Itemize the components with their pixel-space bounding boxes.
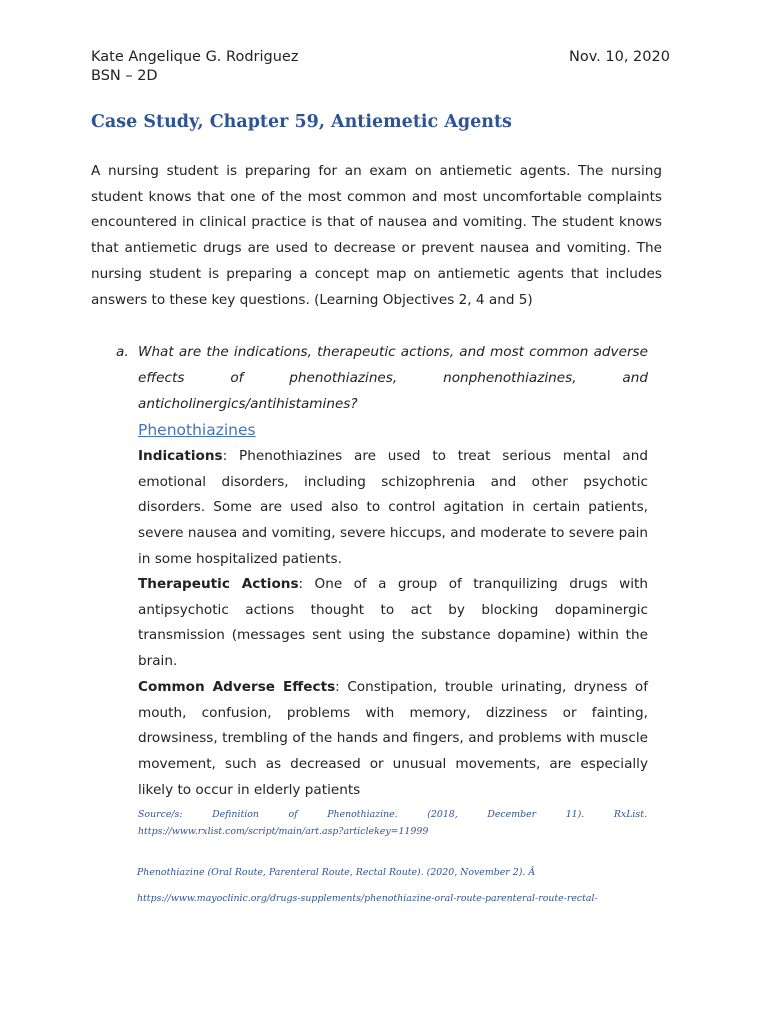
author-name: Kate Angelique G. Rodriguez bbox=[91, 49, 299, 65]
question-marker: a. bbox=[116, 344, 129, 360]
question-text: What are the indications, therapeutic actions, and most common adverse effects of phenothiazines, nonphenothiazines, and anticholinergics/antihistamines? bbox=[138, 344, 648, 412]
therapeutic-actions-text: : One of a group of tranquilizing drugs with antipsychotic actions thought to act by blocking dopaminergic transmission (messages sent using the substance dopamine) within the brain. bbox=[138, 576, 648, 670]
course-section: BSN – 2D bbox=[91, 68, 158, 84]
adverse-effects-label: Common Adverse Effects bbox=[138, 679, 336, 695]
adverse-effects-text: : Constipation, trouble urinating, dryness of mouth, confusion, problems with memory, dizziness or fainting, drowsiness, trembling of the hands and fingers, and problems with muscle movement, such as decreased or unusual movements, are especially likely to occur in elderly patients bbox=[138, 679, 648, 798]
source-url-link[interactable]: https://www.mayoclinic.org/drugs-supplements/phenothiazine-oral-route-parenteral-route-rectal- bbox=[137, 893, 598, 904]
phenothiazines-heading: Phenothiazines bbox=[138, 421, 256, 439]
source-citation-2: Phenothiazine (Oral Route, Parenteral Route, Rectal Route). (2020, November 2). Â bbox=[137, 867, 536, 878]
source-citation-1: Source/s: Definition of Phenothiazine. (2018, December 11). RxList. https://www.rxlist.com/script/main/art.asp?articlekey=11999 bbox=[138, 809, 647, 837]
document-title: Case Study, Chapter 59, Antiemetic Agents bbox=[91, 112, 512, 132]
intro-paragraph: A nursing student is preparing for an exam on antiemetic agents. The nursing student knows that one of the most common and most uncomfortable complaints encountered in clinical practice is that of nausea and vomiting. The student knows that antiemetic drugs are used to decrease or prevent nausea and vomiting. The nursing student is preparing a concept map on antiemetic agents that includes answers to these key questions. (Learning Objectives 2, 4 and 5) bbox=[91, 163, 662, 308]
therapeutic-actions-label: Therapeutic Actions bbox=[138, 576, 299, 592]
indications-section bbox=[138, 444, 648, 573]
indications-text: : Phenothiazines are used to treat serious mental and emotional disorders, including schizophrenia and other psychotic disorders. Some are used also to control agitation in certain patients, severe nausea and vomiting, severe hiccups, and moderate to severe pain in some hospitalized patients. bbox=[138, 448, 648, 567]
document-date: Nov. 10, 2020 bbox=[569, 49, 670, 65]
therapeutic-actions-section bbox=[138, 572, 648, 675]
indications-label: Indications bbox=[138, 448, 223, 464]
adverse-effects-section bbox=[138, 675, 648, 804]
